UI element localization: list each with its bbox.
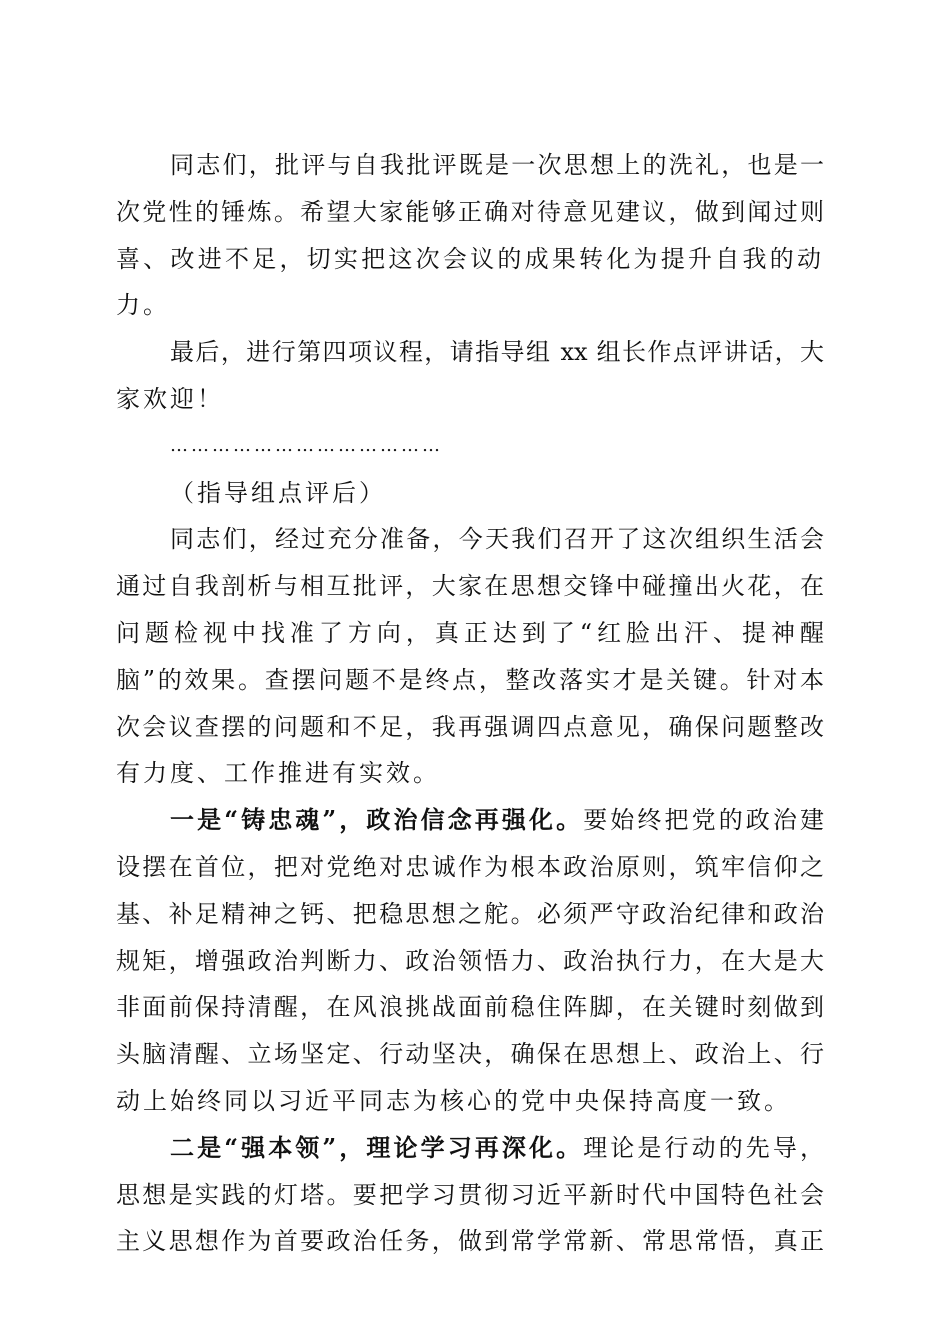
text-line: 通过自我剖析与相互批评，大家在思想交锋中碰撞出火花，在 xyxy=(116,572,824,601)
text-line: 同志们，经过充分准备，今天我们召开了这次组织生活会 xyxy=(170,525,824,554)
text-line: 家欢迎！ xyxy=(116,384,224,413)
text-line: 同志们，批评与自我批评既是一次思想上的洗礼，也是一 xyxy=(170,151,824,179)
text-line: 次党性的锤炼。希望大家能够正确对待意见建议，做到闻过则 xyxy=(116,197,824,226)
text-line: 脑”的效果。查摆问题不是终点，整改落实才是关键。针对本 xyxy=(116,665,824,694)
text-line xyxy=(116,797,824,844)
text-line: 头脑清醒、立场坚定、行动坚决，确保在思想上、政治上、行 xyxy=(116,1040,824,1069)
text-line: 喜、改进不足，切实把这次会议的成果转化为提升自我的动力。 xyxy=(116,244,824,320)
text-line: 设摆在首位，把对党绝对忠诚作为根本政治原则，筑牢信仰之 xyxy=(116,852,824,881)
ellipsis-separator: ………………………………… xyxy=(170,434,443,456)
text-line: 思想是实践的灯塔。要把学习贯彻习近平新时代中国特色社会 xyxy=(116,1180,824,1209)
text-line: 基、补足精神之钙、把稳思想之舵。必须严守政治纪律和政治 xyxy=(116,899,824,928)
text-line: 规矩，增强政治判断力、政治领悟力、政治执行力，在大是大 xyxy=(116,946,824,975)
paragraph-summary xyxy=(116,516,824,797)
point-heading: 二是“强本领”，理论学习再深化。 xyxy=(170,1132,584,1162)
paragraph-agenda xyxy=(116,329,824,423)
document-page xyxy=(116,142,824,1265)
text-line xyxy=(116,1125,824,1172)
text-line: 动上始终同以习近平同志为核心的党中央保持高度一致。 xyxy=(116,1086,791,1115)
paragraph-criticism xyxy=(116,142,824,329)
paragraph-point-two xyxy=(116,1125,824,1265)
point-heading: 一是“铸忠魂”，政治信念再强化。 xyxy=(170,805,584,835)
text-line: 主义思想作为首要政治任务，做到常学常新、常思常悟，真正 xyxy=(116,1227,824,1256)
text-line: 非面前保持清醒，在风浪挑战面前稳住阵脚，在关键时刻做到 xyxy=(116,993,824,1022)
text-line: 最后，进行第四项议程，请指导组 xx 组长作点评讲话，大 xyxy=(170,338,824,367)
paragraph-point-one xyxy=(116,797,824,1125)
text-line: 有力度、工作推进有实效。 xyxy=(116,759,440,788)
text-line: 次会议查摆的问题和不足，我再强调四点意见，确保问题整改 xyxy=(116,712,824,741)
text-line: 问题检视中找准了方向，真正达到了“红脸出汗、提神醒 xyxy=(116,618,824,647)
text-span: 要始终把党的政治建 xyxy=(583,806,824,835)
text-span: 理论是行动的先导， xyxy=(583,1133,824,1162)
stage-note: （指导组点评后） xyxy=(170,478,386,507)
